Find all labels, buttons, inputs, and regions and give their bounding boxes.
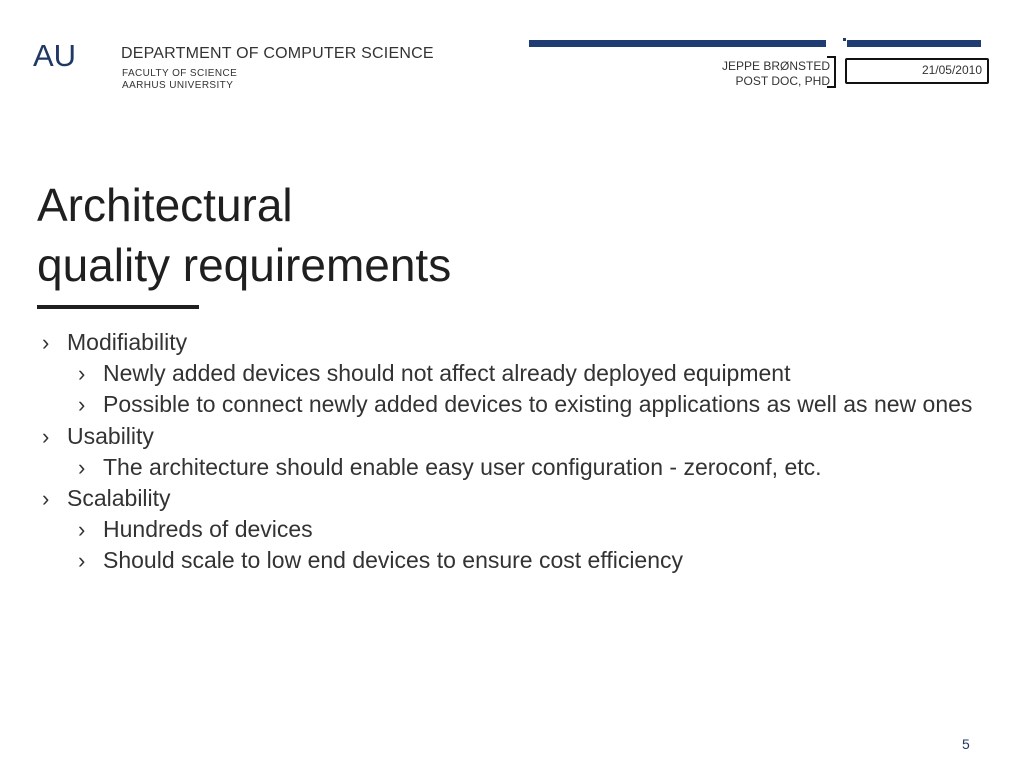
- bullet-text: Usability: [67, 422, 154, 449]
- title-line-2: quality requirements: [37, 239, 452, 291]
- title-underline: [37, 305, 199, 309]
- sub-bullet: [40, 545, 1000, 576]
- sub-bullet-text: Should scale to low end devices to ensure cost efficiency: [103, 547, 684, 574]
- university-name: AARHUS UNIVERSITY: [122, 80, 234, 91]
- header-bar-right: [847, 40, 981, 47]
- au-logo: AU: [33, 38, 77, 73]
- author-name: JEPPE BRØNSTED: [721, 59, 830, 73]
- sub-bullet-text: Newly added devices should not affect already deployed equipment: [103, 360, 791, 387]
- sub-bullet: [40, 452, 1000, 483]
- title-line-1: Architectural: [37, 179, 293, 231]
- chevron-right-icon: ›: [78, 392, 86, 418]
- chevron-right-icon: ›: [42, 423, 50, 449]
- chevron-right-icon: ›: [78, 454, 86, 480]
- sub-bullet: [40, 389, 1000, 420]
- bullet-text: Scalability: [67, 485, 171, 512]
- slide-date: 21/05/2010: [921, 63, 982, 77]
- sub-bullet: [40, 358, 1000, 389]
- bullet-text: Modifiability: [67, 329, 188, 355]
- header-bar-notch: [843, 38, 846, 41]
- faculty-name: FACULTY OF SCIENCE: [122, 68, 238, 79]
- bullet-list: [40, 327, 1000, 577]
- slide-title: [37, 175, 451, 295]
- page-number: 5: [962, 736, 970, 752]
- author-title: POST DOC, PHD: [735, 74, 830, 88]
- author-block: [712, 59, 830, 89]
- author-frame: [827, 56, 836, 88]
- chevron-right-icon: ›: [78, 517, 86, 543]
- sub-bullet: [40, 514, 1000, 545]
- sub-bullet-text: The architecture should enable easy user configuration - zeroconf, etc.: [103, 453, 822, 480]
- department-name: DEPARTMENT OF COMPUTER SCIENCE: [121, 45, 434, 62]
- bullet-modifiability: [40, 327, 1000, 358]
- chevron-right-icon: ›: [78, 548, 86, 574]
- sub-bullet-text: Hundreds of devices: [103, 516, 313, 543]
- chevron-right-icon: ›: [42, 330, 50, 355]
- header-bar-left: [529, 40, 826, 47]
- sub-bullet-text: Possible to connect newly added devices to existing applications as well as new ones: [103, 391, 973, 418]
- chevron-right-icon: ›: [78, 361, 86, 387]
- bullet-scalability: [40, 483, 1000, 514]
- bullet-usability: [40, 421, 1000, 452]
- chevron-right-icon: ›: [42, 486, 50, 512]
